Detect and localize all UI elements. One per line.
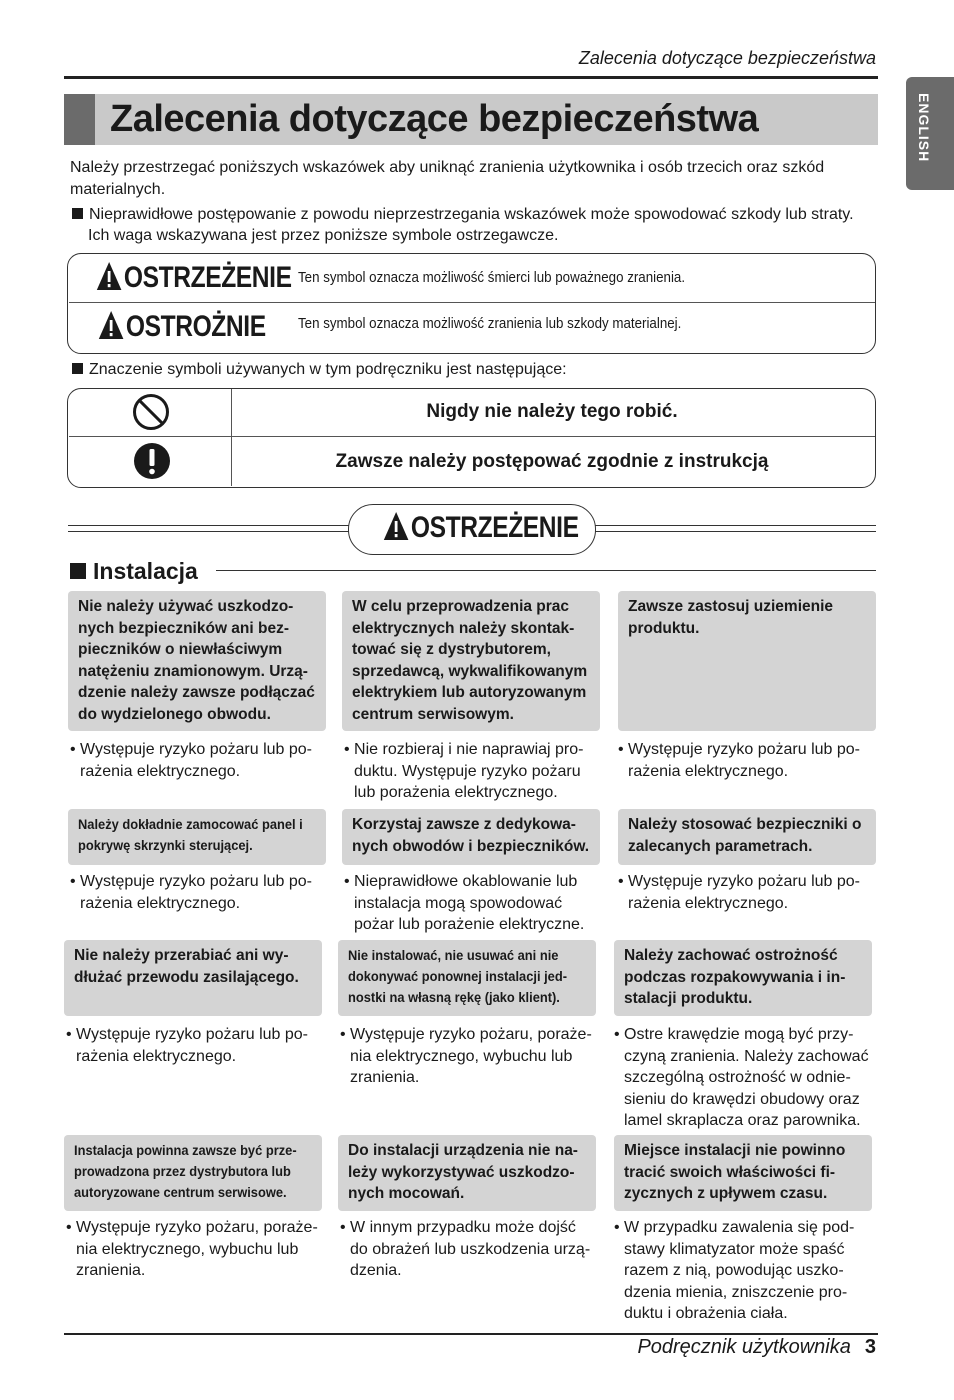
- item-9-note: • Ostre krawędzie mogą być przy-czyną zranienia. Należy zachować szczególną ostrożność w odnie-sieniu do krawędzi obudowy oraz lamel skraplacza oraz parownika.: [614, 1026, 869, 1129]
- item-8-heading: [338, 940, 596, 1016]
- square-bullet-icon: [72, 363, 83, 374]
- square-bullet-icon: [70, 563, 86, 579]
- warning-triangle-icon: [98, 310, 124, 340]
- item-12-heading: Miejsce instalacji nie powinno tracić swoich właściwości fi-zycznych z upływem czasu.: [614, 1135, 872, 1211]
- warning-triangle-icon: [96, 261, 122, 291]
- item-8-note-text: Występuje ryzyko pożaru, poraże-nia elektrycznego, wybuchu lub zranienia.: [350, 1026, 592, 1086]
- banner-rule-left: [68, 525, 350, 532]
- item-4-note-text: Występuje ryzyko pożaru lub po-rażenia elektrycznego.: [80, 873, 313, 912]
- item-12-note-text: W przypadku zawalenia się pod-stawy klimatyzator może spaść razem z nią, powodując uszko-dzenia mienia, zniszczenie pro-duktu i obrażenia ciała.: [624, 1219, 855, 1322]
- item-3-note-text: Występuje ryzyko pożaru lub po-rażenia elektrycznego.: [628, 741, 861, 780]
- item-9-heading: Należy zachować ostrożność podczas rozpakowywania i in-stalacji produktu.: [614, 940, 872, 1016]
- item-8-note: • Występuje ryzyko pożaru, poraże-nia elektrycznego, wybuchu lub zranienia.: [340, 1026, 592, 1086]
- item-4-heading: [68, 809, 326, 865]
- warning-triangle-icon: [383, 511, 409, 541]
- symbol-prohibited-label: Nigdy nie należy tego robić.: [426, 401, 678, 422]
- item-6-note: • Występuje ryzyko pożaru lub po-rażenia elektrycznego.: [618, 873, 861, 912]
- section-title: Instalacja: [93, 558, 198, 584]
- item-7-heading: Nie należy przerabiać ani wy-dłużać przewodu zasilającego.: [64, 940, 322, 1016]
- item-4-heading-text: Należy dokładnie zamocować panel i pokrywę skrzynki sterującej.: [78, 816, 303, 853]
- symbol-table-row-divider: [69, 436, 875, 437]
- page-title: Zalecenia dotyczące bezpieczeństwa: [110, 98, 759, 140]
- item-5-note: • Nieprawidłowe okablowanie lub instalacja mogą spowodować pożar lub porażenie elektryczne.: [344, 873, 585, 933]
- item-5-note-text: Nieprawidłowe okablowanie lub instalacja mogą spowodować pożar lub porażenie elektryczne.: [354, 873, 585, 933]
- item-3-heading: Zawsze zastosuj uziemienie produktu.: [618, 591, 876, 731]
- item-1-heading: Nie należy używać uszkodzo-nych bezpieczników ani bez-pieczników o niewłaściwym natężeniu znamionowym. Urzą-dzenie należy zawsze podłączać do wydzielonego obwodu.: [68, 591, 326, 731]
- item-7-note: • Występuje ryzyko pożaru lub po-rażenia elektrycznego.: [66, 1026, 309, 1065]
- item-2-note: • Nie rozbieraj i nie naprawiaj pro-duktu. Występuje ryzyko pożaru lub porażenia elektrycznego.: [344, 741, 584, 801]
- bullet-symbols-text: Znaczenie symboli używanych w tym podręczniku jest następujące:: [89, 361, 567, 378]
- item-2-heading: W celu przeprowadzenia prac elektrycznych należy skontak-tować się z dystrybutorem, sprzedawcą, wykwalifikowanym elektrykiem lub autoryzowanym centrum serwisowym.: [342, 591, 600, 731]
- item-10-heading: [64, 1135, 322, 1211]
- warning-signal: [96, 261, 292, 295]
- header-rule: [64, 76, 878, 79]
- running-header: Zalecenia dotyczące bezpieczeństwa: [578, 48, 876, 68]
- warning-banner-label: OSTRZEŻENIE: [410, 511, 579, 544]
- item-10-note: • Występuje ryzyko pożaru, poraże-nia elektrycznego, wybuchu lub zranienia.: [66, 1219, 318, 1279]
- item-5-heading: Korzystaj zawsze z dedykowa-nych obwodów i bezpieczników.: [342, 809, 600, 865]
- language-tab: [906, 77, 954, 190]
- item-2-note-text: Nie rozbieraj i nie naprawiaj pro-duktu. Występuje ryzyko pożaru lub porażenia elektrycznego.: [354, 741, 584, 801]
- item-7-note-text: Występuje ryzyko pożaru lub po-rażenia elektrycznego.: [76, 1026, 309, 1065]
- mandatory-icon: [133, 442, 171, 480]
- item-3-note: • Występuje ryzyko pożaru lub po-rażenia elektrycznego.: [618, 741, 861, 780]
- page-number: 3: [864, 1336, 876, 1358]
- warning-signal-description: Ten symbol oznacza możliwość śmierci lub poważnego zranienia.: [298, 270, 686, 286]
- warning-banner-content: [383, 511, 579, 545]
- caution-signal-label: OSTROŻNIE: [125, 310, 266, 343]
- item-11-note: • W innym przypadku może dojść do obrażeń lub uszkodzenia urzą-dzenia.: [340, 1219, 591, 1279]
- item-10-note-text: Występuje ryzyko pożaru, poraże-nia elektrycznego, wybuchu lub zranienia.: [76, 1219, 318, 1279]
- bullet-severity: [72, 204, 878, 246]
- warning-signal-label: OSTRZEŻENIE: [123, 261, 292, 294]
- square-bullet-icon: [72, 208, 83, 219]
- language-tab-label: ENGLISH: [916, 93, 932, 163]
- section-rule: [216, 570, 876, 571]
- item-4-note: • Występuje ryzyko pożaru lub po-rażenia elektrycznego.: [70, 873, 313, 912]
- title-marker: [64, 94, 95, 145]
- banner-rule-right: [594, 525, 876, 532]
- item-11-note-text: W innym przypadku może dojść do obrażeń lub uszkodzenia urzą-dzenia.: [350, 1219, 591, 1279]
- item-1-note-text: Występuje ryzyko pożaru lub po-rażenia elektrycznego.: [80, 741, 313, 780]
- symbol-mandatory-label: Zawsze należy postępować zgodnie z instrukcją: [335, 451, 769, 472]
- item-8-heading-text: Nie instalować, nie usuwać ani nie dokonywać ponownej instalacji jed-nostki na własną rękę (jako klient).: [348, 947, 568, 1005]
- item-9-note-text: Ostre krawędzie mogą być przy-czyną zranienia. Należy zachować szczególną ostrożność w odnie-sieniu do krawędzi obudowy oraz lamel skraplacza oraz parownika.: [624, 1026, 869, 1129]
- caution-signal: [98, 310, 266, 344]
- bullet-symbols: [72, 359, 567, 380]
- footer: [637, 1336, 876, 1359]
- intro-paragraph: Należy przestrzegać poniższych wskazówek aby uniknąć zranienia użytkownika i osób trzecich oraz szkód materialnych.: [70, 159, 825, 198]
- prohibited-icon: [131, 393, 171, 431]
- item-10-heading-text: Instalacja powinna zawsze być prze-prowadzona przez dystrybutora lub autoryzowane centrum serwisowe.: [74, 1142, 297, 1200]
- item-1-note: • Występuje ryzyko pożaru lub po-rażenia elektrycznego.: [70, 741, 313, 780]
- footer-rule: [64, 1333, 878, 1335]
- caution-signal-description: Ten symbol oznacza możliwość zranienia lub szkody materialnej.: [298, 316, 682, 332]
- footer-label: Podręcznik użytkownika: [637, 1336, 851, 1358]
- signal-word-divider: [69, 302, 875, 303]
- item-12-note: • W przypadku zawalenia się pod-stawy klimatyzator może spaść razem z nią, powodując uszko-dzenia mienia, zniszczenie pro-duktu i obrażenia ciała.: [614, 1219, 855, 1322]
- item-6-heading: Należy stosować bezpieczniki o zalecanych parametrach.: [618, 809, 876, 865]
- section-heading: [70, 558, 198, 585]
- item-11-heading: Do instalacji urządzenia nie na-leży wykorzystywać uszkodzo-nych mocowań.: [338, 1135, 596, 1211]
- item-6-note-text: Występuje ryzyko pożaru lub po-rażenia elektrycznego.: [628, 873, 861, 912]
- bullet-severity-text: Nieprawidłowe postępowanie z powodu nieprzestrzegania wskazówek może spowodować szkody lub straty. Ich waga wskazywana jest przez poniższe symbole ostrzegawcze.: [88, 206, 854, 244]
